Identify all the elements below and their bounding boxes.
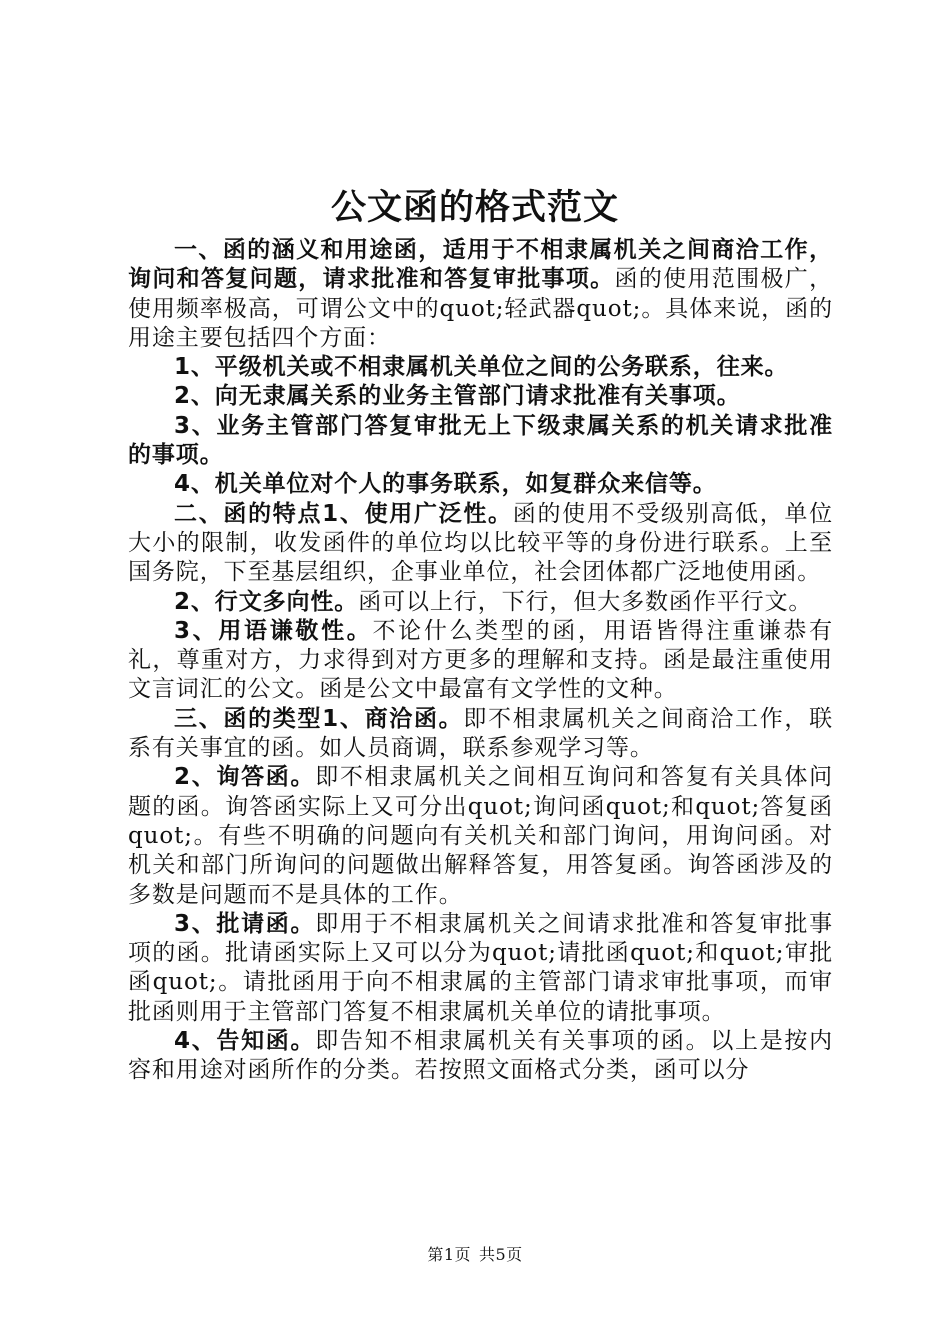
paragraph: [128, 470, 833, 499]
page-footer: [0, 1245, 950, 1265]
paragraph-heading: 2、向无隶属关系的业务主管部门请求批准有关事项。: [174, 383, 741, 410]
paragraph-heading: 3、业务主管部门答复审批无上下级隶属关系的机关请求批准的事项。: [128, 412, 833, 469]
paragraph: [128, 353, 833, 382]
paragraph-heading: 4、告知函。: [174, 1028, 316, 1055]
paragraph: [128, 763, 833, 909]
paragraph-heading: 一、函的涵义和用途函，适用于不相隶属机关之间商洽工作，询问和答复问题，请求批准和答复审批事项。: [128, 237, 833, 293]
paragraph-heading: 2、询答函。: [174, 764, 316, 791]
paragraph-text: 即用于不相隶属机关之间请求批准和答复审批事项的函。批请函实际上又可以分为quot;请批函quot;和quot;审批函quot;。请批函用于向不相隶属的主管部门请求审批事项，而审批函则用于主管部门答复不相隶属机关单位的请批事项。: [128, 910, 834, 1025]
paragraph-text: 函的使用范围极广，使用频率极高，可谓公文中的quot;轻武器quot;。具体来说，函的用途主要包括四个方面：: [128, 266, 833, 351]
paragraph-heading: 1、平级机关或不相隶属机关单位之间的公务联系，往来。: [174, 354, 789, 381]
paragraph: [128, 412, 833, 471]
paragraph: [128, 617, 833, 705]
paragraph: [128, 1027, 833, 1086]
page-number: 第1页: [427, 1245, 471, 1264]
paragraph-heading: 4、机关单位对个人的事务联系，如复群众来信等。: [174, 471, 717, 498]
paragraph-heading: 3、批请函。: [174, 910, 316, 937]
paragraph: [128, 500, 833, 588]
paragraph-text: 函可以上行，下行，但大多数函作平行文。: [358, 588, 813, 615]
paragraph-text: 函的使用不受级别高低，单位大小的限制，收发函件的单位均以比较平等的身份进行联系。上至国务院，下至基层组织，企事业单位，社会团体都广泛地使用函。: [128, 500, 833, 586]
document-body: [128, 236, 833, 1086]
document-title: 公文函的格式范文: [330, 187, 619, 228]
paragraph-heading: 2、行文多向性。: [174, 588, 359, 615]
paragraph-text: 即不相隶属机关之间相互询问和答复有关具体问题的函。询答函实际上又可分出quot;询问函quot;和quot;答复函quot;。有些不明确的问题向有关机关和部门询问，用询问函。对机关和部门所询问的问题做出解释答复，用答复函。询答函涉及的多数是问题而不是具体的工作。: [128, 764, 834, 908]
paragraph: [128, 910, 833, 1027]
paragraph-heading: 三、函的类型1、商洽函。: [174, 705, 464, 732]
paragraph-text: 即不相隶属机关之间商洽工作，联系有关事宜的函。如人员商调，联系参观学习等。: [128, 705, 833, 762]
page-total: 共5页: [479, 1245, 523, 1264]
paragraph-heading: 3、用语谦敬性。: [174, 617, 373, 644]
paragraph-heading: 二、函的特点1、使用广泛性。: [174, 500, 513, 527]
paragraph: [128, 588, 833, 617]
paragraph-text: 不论什么类型的函，用语皆得注重谦恭有礼，尊重对方，力求得到对方更多的理解和支持。函是最注重使用文言词汇的公文。函是公文中最富有文学性的文种。: [128, 617, 833, 703]
paragraph: [128, 705, 833, 764]
paragraph: [128, 382, 833, 411]
paragraph-text: 即告知不相隶属机关有关事项的函。以上是按内容和用途对函所作的分类。若按照文面格式分类，函可以分: [128, 1028, 834, 1084]
paragraph: [128, 236, 833, 353]
